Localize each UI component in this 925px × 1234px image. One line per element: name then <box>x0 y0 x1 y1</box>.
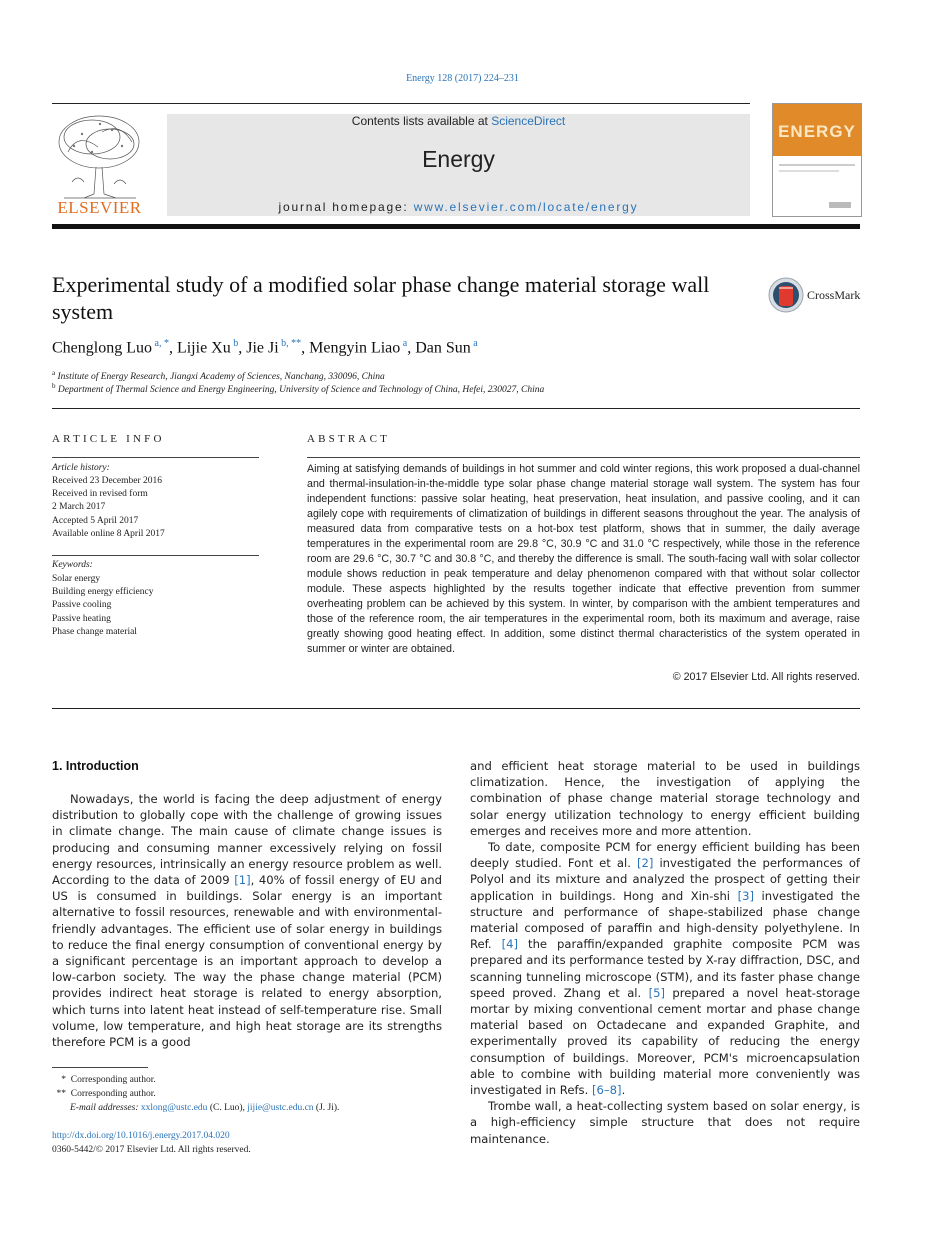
abstract-text: Aiming at satisfying demands of buildings in hot summer and cold winter regions, this work proposed a dual-channel and thermal-insulation-in-the-middle type solar phase change material storage wall system. The system has four independent functions: passive solar heating, heat preservation, heat insulation, and passive cooling, and it can agilely cope with requirements of climatization of buildings in different seasons throughout the year. The analysis of measured data from comparative tests on a hot-box test platform, shows that in summer, the daily average temperatures in the experimental room are 29.8 °C, 30.9 °C and 31.0 °C respectively, while those in the reference room are 29.6 °C, 30.7 °C and 30.8 °C, and thereby the difference is small. The south-facing wall with solar collector module shows reduction in peak temperature and delay phenomenon compared with that without solar collector module. These aspects highlighted by the results together indicate that effective prevention from summer overheating problem can be achieved by this system. In winter, by comparison with the ambient temperatures and those of the reference room, the air temperatures in the experimental room, both its maximum and average, raise greatly showing good heating effect. In addition, some distinct thermal characteristics of the system operated in summer or winter are obtained. <box>307 463 860 655</box>
journal-reference[interactable]: Energy 128 (2017) 224–231 <box>406 73 519 84</box>
citation-link[interactable]: [6–8] <box>591 1083 622 1098</box>
crossmark-icon[interactable] <box>768 277 804 313</box>
cover-logo <box>829 202 851 208</box>
author-affiliation-mark[interactable]: b <box>233 338 239 349</box>
history-item: Received 23 December 2016 <box>52 476 162 486</box>
author-affiliation-mark[interactable]: b, ** <box>281 338 302 349</box>
email-link[interactable]: xxlong@ustc.edu <box>140 1103 208 1113</box>
homepage-link[interactable]: www.elsevier.com/locate/energy <box>413 200 639 214</box>
header-rule <box>52 103 750 104</box>
journal-cover-thumbnail[interactable] <box>772 103 862 217</box>
email-footnote <box>70 1103 339 1113</box>
paragraph <box>52 791 442 1050</box>
header-thick-rule <box>52 224 860 229</box>
body-column-left <box>52 791 442 1050</box>
article-title: Experimental study of a modified solar phase change material storage wall system <box>52 272 710 324</box>
affiliation <box>52 369 385 382</box>
paragraph-text: investigated the performances of Polyol and its mixture and analyzed the prospect of getting their application in buildings. Hong and Xin-shi <box>470 856 860 903</box>
paragraph-text: , 40% of fossil energy of EU and US is consumed in buildings. Solar energy is an important alternative to fossil resources, renewable and with environmental-friendly advantages. The efficient use of solar energy in buildings to reduce the final energy consumption of conventional energy by a significant percentage is an important approach to develop a low-carbon society. The way the phase change material (PCM) provides indirect heat storage is related to energy absorption, which turns into latent heat instead of self-temperature rise. Small volume, low temperature, and high heat storage are its strengths therefore PCM is a good <box>52 873 442 1050</box>
keyword[interactable]: Solar energy <box>52 574 101 584</box>
homepage-line <box>167 200 750 214</box>
history-item: Received in revised form <box>52 489 148 499</box>
footnote <box>52 1075 156 1085</box>
contents-line <box>167 114 750 128</box>
paragraph-text: the paraffin/expanded graphite composite PCM was prepared and its performance tested by X-ray diffraction, DSC, and scanning tunneling microscope (STM), and its faster phase change speed proved. Zhang et al. <box>470 937 860 1000</box>
keywords-label: Keywords: <box>52 560 93 570</box>
affiliation-text: Department of Thermal Science and Energy Engineering, University of Science and Technology of China, Hefei, 230027, China <box>57 385 545 396</box>
keywords-rule <box>52 555 259 556</box>
history-item: Available online 8 April 2017 <box>52 529 165 539</box>
keyword[interactable]: Passive heating <box>52 614 111 624</box>
article-info-heading: ARTICLE INFO <box>52 433 165 445</box>
paragraph-text: prepared a novel heat-storage mortar by mixing conventional cement mortar and phase change material based on Octadecane and expanded Graphite, and experimentally proved its capability of reducing the energy consumption of buildings. Moreover, PCM's microencapsulation able to combine with building material more conveniently was investigated in Refs. <box>470 985 860 1098</box>
email-label: E-mail addresses: <box>70 1103 139 1113</box>
affiliation-mark: b <box>52 382 56 390</box>
paragraph-text: To date, composite PCM for energy efficient building has been deeply studied. Font et al. <box>470 840 860 871</box>
citation-link[interactable]: [5] <box>648 985 665 1000</box>
contents-prefix: Contents lists available at <box>351 114 492 128</box>
section-rule <box>52 708 860 709</box>
history-item: 2 March 2017 <box>52 502 106 512</box>
keyword[interactable]: Building energy efficiency <box>52 587 154 597</box>
author-name[interactable]: Mengyin Liao <box>309 339 401 357</box>
section-rule <box>52 408 860 409</box>
paragraph: Trombe wall, a heat-collecting system based on solar energy, is a high-efficiency simple structure that does not require maintenance. <box>470 1099 860 1146</box>
cover-line <box>779 170 839 172</box>
abstract-heading: ABSTRACT <box>307 433 391 445</box>
paragraph-text: Nowadays, the world is facing the deep adjustment of energy distribution to globally cope with the challenge of growing issues in climate change. The main cause of climate change issues is producing and consuming manner excessively relying on fossil energy resources, intrinsically an energy resource problem as well. According to the data of 2009 <box>52 792 442 888</box>
author-list: Chenglong Luo $^{a, *}$, Lijie Xu $^b$, Jie Ji $^{b, **}$, Mengyin Liao $^a$, Dan Sun $^a$ <box>52 338 478 357</box>
email-owner: (J. Ji). <box>313 1103 340 1113</box>
author-affiliation-mark[interactable]: a <box>473 338 478 349</box>
citation-link[interactable]: [3] <box>737 888 755 903</box>
doi-link[interactable]: http://dx.doi.org/10.1016/j.energy.2017.04.020 <box>52 1131 230 1141</box>
author-name[interactable]: Jie Ji <box>246 339 279 357</box>
author-affiliation-mark[interactable]: a <box>402 338 408 349</box>
email-link[interactable]: jijie@ustc.edu.cn <box>247 1103 314 1113</box>
paragraph-text: investigated the structure and performance of shape-stabilized phase change material composed of paraffin and high-density polyethylene. In Ref. <box>470 888 860 952</box>
author-name[interactable]: Chenglong Luo <box>52 339 152 357</box>
footnote-rule <box>52 1067 148 1068</box>
affiliation-text: Institute of Energy Research, Jiangxi Academy of Sciences, Nanchang, 330096, China <box>57 372 385 383</box>
abstract-rule <box>307 457 860 458</box>
body-column-right <box>470 758 860 1147</box>
abstract-copyright: © 2017 Elsevier Ltd. All rights reserved. <box>672 671 860 683</box>
affiliation <box>52 382 544 395</box>
citation-link[interactable]: [2] <box>636 856 654 871</box>
citation-link[interactable]: [1] <box>234 873 251 888</box>
keyword[interactable]: Passive cooling <box>52 600 112 610</box>
crossmark-label[interactable]: CrossMark <box>807 288 861 302</box>
homepage-prefix: journal homepage: <box>278 200 414 214</box>
footnote <box>52 1089 156 1099</box>
keyword[interactable]: Phase change material <box>52 627 137 637</box>
footnote-mark: ** <box>56 1089 66 1099</box>
cover-word: ENERGY <box>778 122 856 141</box>
author-affiliation-mark[interactable]: a, * <box>154 338 169 349</box>
paragraph: and efficient heat storage material to be used in buildings climatization. Hence, the investigation of applying the combination of phase change material storage technology and solar energy utilization technology to energy efficient building emerges and receives more and more attention. <box>470 759 860 838</box>
footnote-text: Corresponding author. <box>70 1075 156 1085</box>
history-label: Article history: <box>52 463 110 473</box>
publisher-name: ELSEVIER <box>57 198 142 217</box>
article-info-rule <box>52 457 259 458</box>
journal-title: Energy <box>422 146 495 172</box>
footnote-text: Corresponding author. <box>70 1089 156 1099</box>
author-name[interactable]: Dan Sun <box>415 339 471 357</box>
paragraph-text: . <box>621 1083 626 1098</box>
section-heading: 1. Introduction <box>52 759 139 773</box>
citation-link[interactable]: [4] <box>501 937 519 952</box>
author-name[interactable]: Lijie Xu <box>176 339 231 357</box>
issn-copyright: 0360-5442/© 2017 Elsevier Ltd. All rights reserved. <box>52 1145 251 1155</box>
sciencedirect-link[interactable]: ScienceDirect <box>491 114 566 128</box>
cover-line <box>779 164 855 166</box>
affiliation-mark: a <box>52 369 56 377</box>
history-item: Accepted 5 April 2017 <box>52 516 139 526</box>
footnote-mark: * <box>61 1075 66 1085</box>
paragraph <box>470 839 860 1098</box>
email-owner: (C. Luo), <box>207 1103 248 1113</box>
